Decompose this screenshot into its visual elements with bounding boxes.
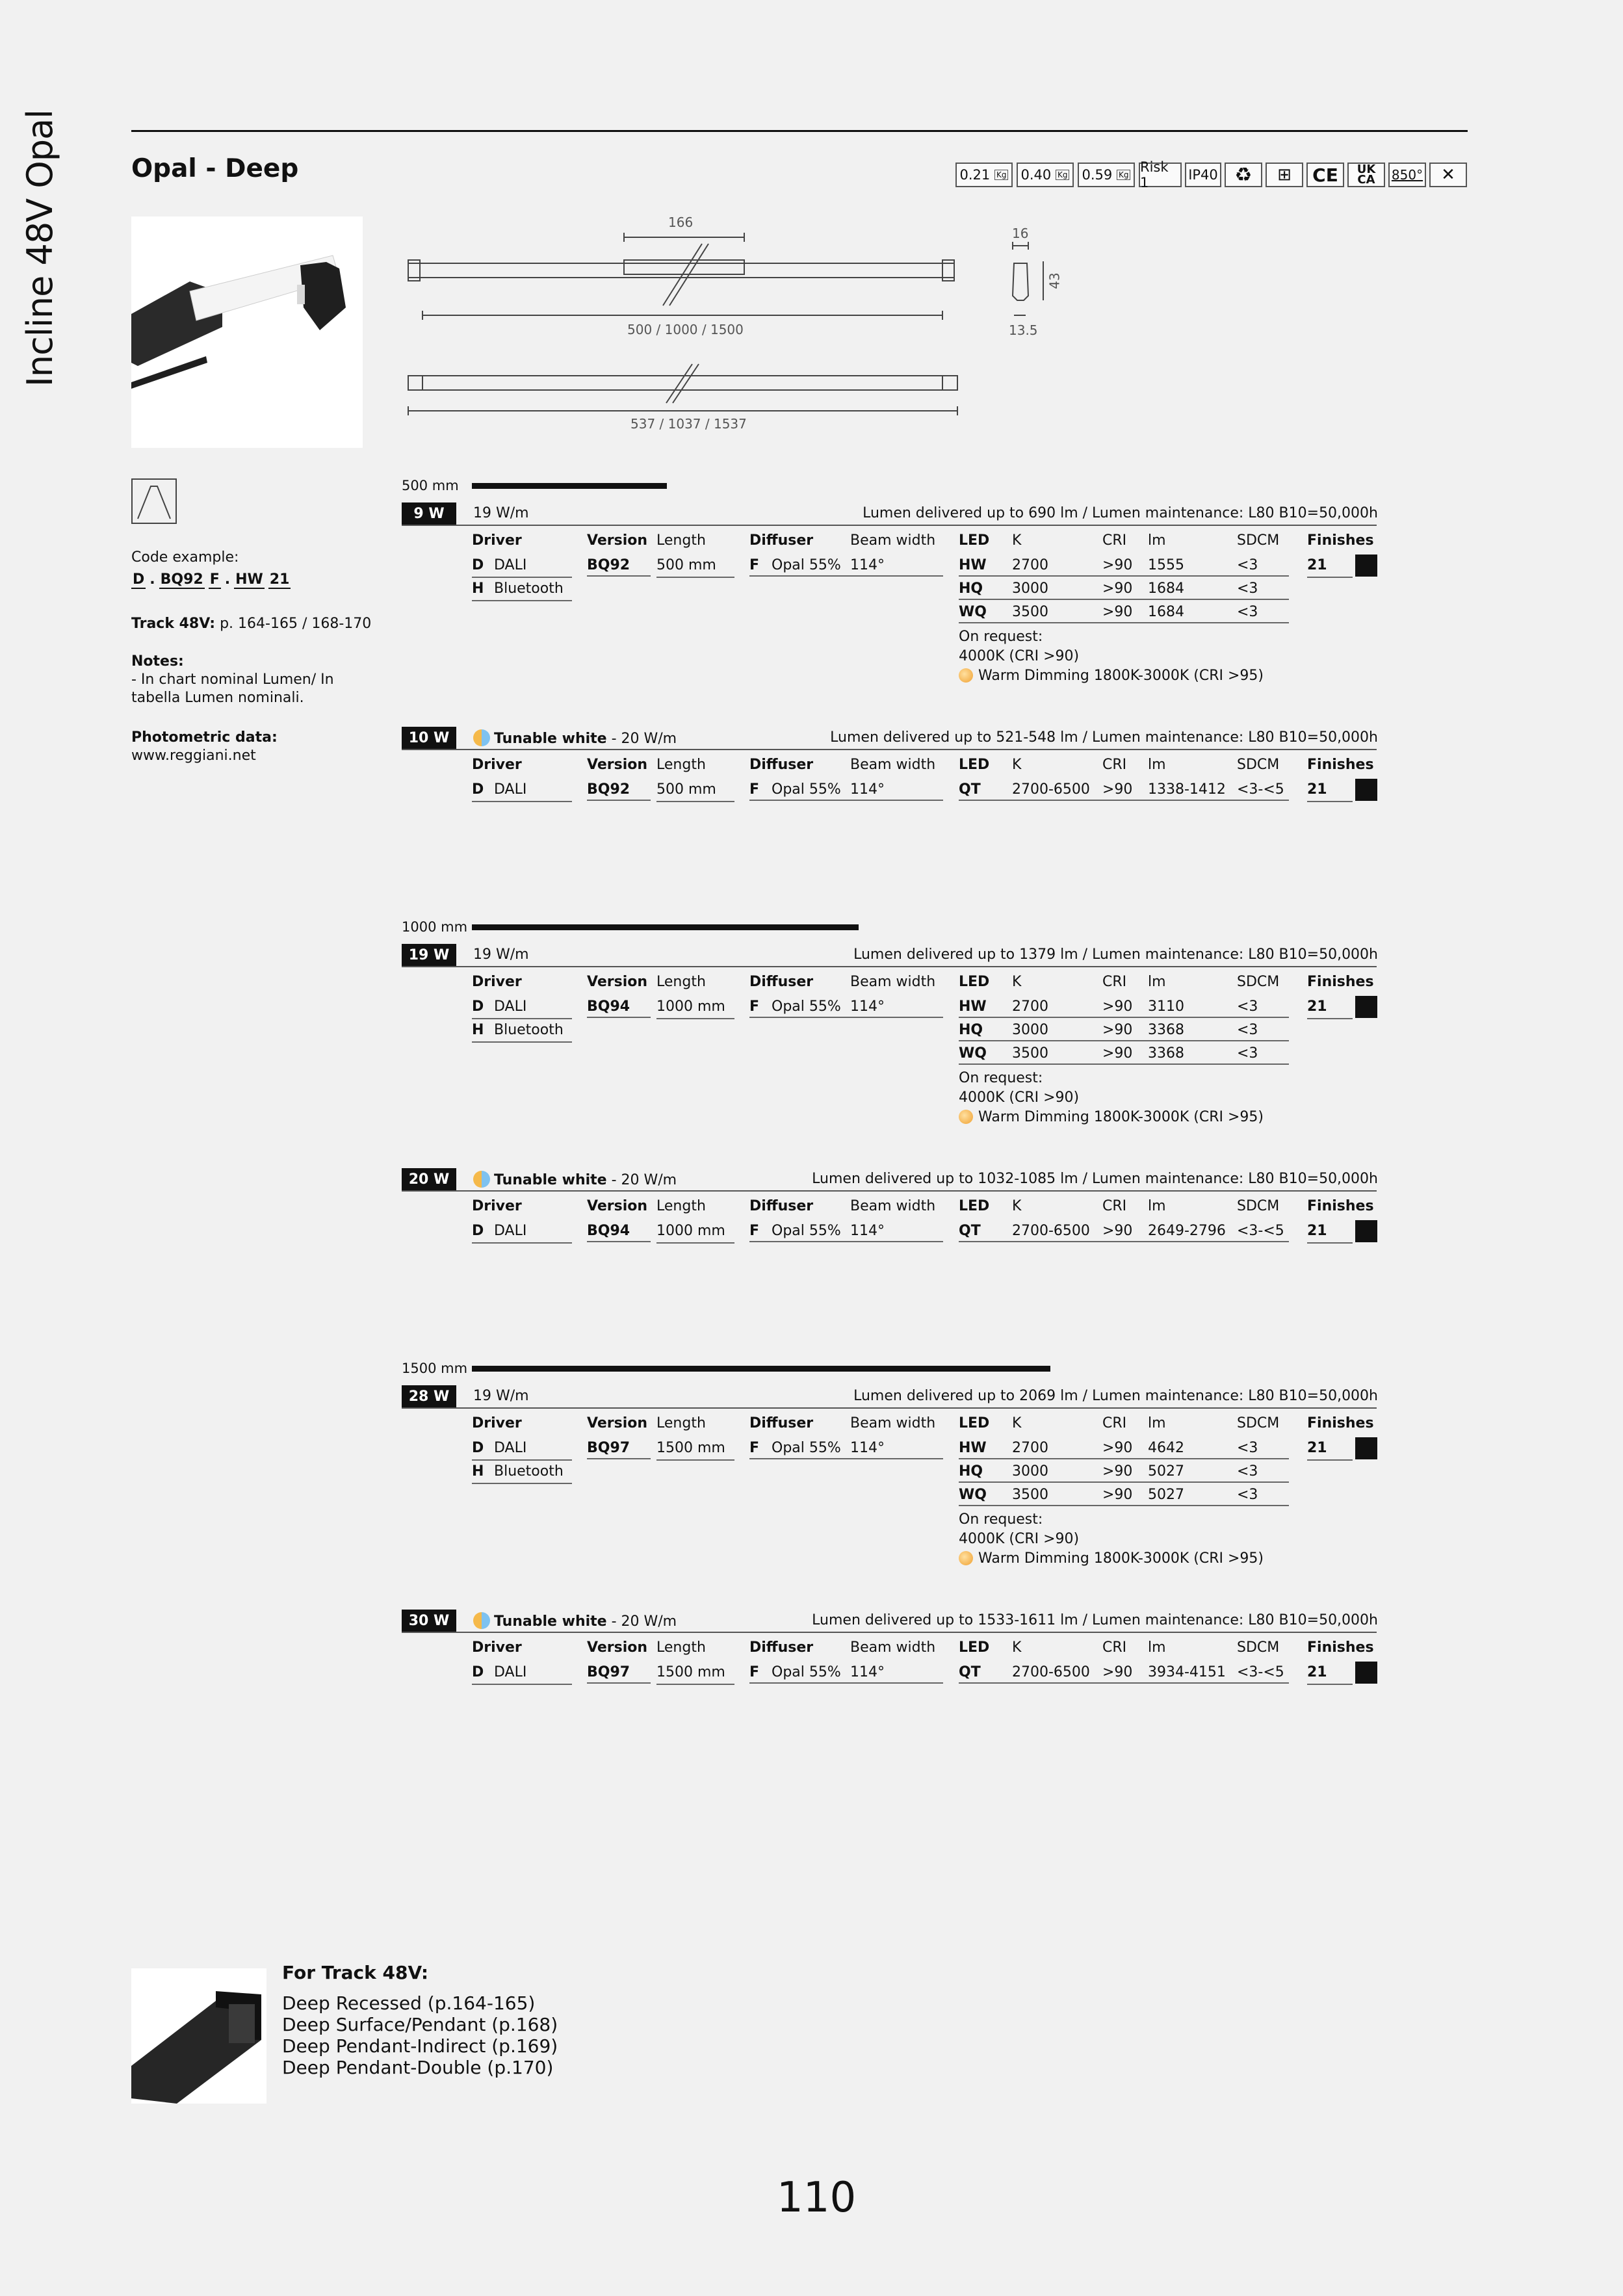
driver-name: DALI: [494, 1664, 527, 1680]
diffuser-rule: [749, 1458, 943, 1459]
notes: Notes: - In chart nominal Lumen/ In tabella Lumen nominali.: [131, 653, 334, 706]
version-rule: [587, 575, 651, 577]
column-header: Beam width: [850, 532, 936, 549]
power-density: [473, 729, 677, 747]
led-row-rule: [959, 622, 1289, 623]
column-header: Finishes: [1307, 1198, 1374, 1214]
lumen-value: 1555: [1148, 557, 1184, 573]
led-row-rule: [959, 1063, 1289, 1065]
sdcm-value: <3-<5: [1237, 1223, 1284, 1239]
finish-code: 21: [1307, 1437, 1353, 1461]
column-header: Beam width: [850, 1415, 936, 1431]
driver-name: DALI: [494, 1223, 527, 1239]
led-code: WQ: [959, 1487, 987, 1503]
power-density: 19 W/m: [473, 505, 529, 521]
column-header: Beam width: [850, 757, 936, 773]
tunable-white-icon: [473, 1612, 490, 1629]
led-row-rule: [959, 1017, 1289, 1018]
driver-name: Bluetooth: [494, 581, 564, 597]
column-header: Length: [656, 1415, 706, 1431]
version-rule: [587, 1458, 651, 1459]
lumen-info: Lumen delivered up to 1533-1611 lm / Lumen maintenance: L80 B10=50,000h: [812, 1612, 1378, 1628]
version-rule: [587, 1017, 651, 1018]
column-header: Finishes: [1307, 1415, 1374, 1431]
technical-drawing: [403, 215, 1066, 449]
beam-width: 114°: [850, 998, 885, 1015]
photometric-data: Photometric data: www.reggiani.net: [131, 729, 278, 764]
column-header: LED: [959, 757, 990, 773]
column-header: lm: [1148, 757, 1166, 773]
version-code: BQ94: [587, 1223, 630, 1239]
cct-value: 3000: [1012, 581, 1048, 597]
cri-value: >90: [1102, 557, 1133, 573]
led-code: HQ: [959, 581, 983, 597]
led-code: QT: [959, 781, 981, 798]
spec-header: [402, 727, 1377, 750]
warm-dimming-icon: [959, 1551, 973, 1565]
finish-code: 21: [1307, 779, 1353, 802]
column-header: Driver: [472, 1198, 522, 1214]
driver-code: H: [472, 1019, 572, 1043]
column-header: K: [1012, 757, 1022, 773]
finish-code: 21: [1307, 1662, 1353, 1685]
beam-width: 114°: [850, 1664, 885, 1680]
led-row-rule: [959, 1682, 1289, 1684]
column-header: Finishes: [1307, 974, 1374, 990]
length-bar: [472, 483, 667, 489]
length-value: 1500 mm: [656, 1437, 734, 1461]
version-code: BQ97: [587, 1664, 630, 1680]
column-header: Version: [587, 1198, 648, 1214]
cct-value: 2700: [1012, 1440, 1048, 1456]
warm-dimming-option: [959, 1549, 1264, 1569]
finish-swatch-black: [1355, 1437, 1377, 1459]
on-request: On request:: [959, 1070, 1043, 1086]
column-header: Version: [587, 532, 648, 549]
dim-width: 16: [1012, 226, 1029, 241]
diffuser-name: Opal 55%: [772, 557, 841, 573]
column-header: Driver: [472, 757, 522, 773]
tunable-white-icon: [473, 729, 490, 746]
column-header: CRI: [1102, 974, 1127, 990]
driver-code: D: [472, 996, 572, 1019]
driver-code: H: [472, 578, 572, 601]
weight-icon: 0.59 Kg: [1078, 163, 1135, 187]
no-dimmer-icon: ✕: [1429, 163, 1467, 187]
diffuser-code: F: [749, 1664, 760, 1680]
cct-value: 3000: [1012, 1463, 1048, 1480]
column-header: Length: [656, 974, 706, 990]
beam-width: 114°: [850, 781, 885, 798]
column-header: Driver: [472, 1639, 522, 1656]
on-request: On request:: [959, 1511, 1043, 1528]
diffuser-rule: [749, 1017, 943, 1018]
code-example-label: Code example:: [131, 549, 239, 566]
version-code: BQ92: [587, 557, 630, 573]
lumen-value: 3934-4151: [1148, 1664, 1226, 1680]
cri-value: >90: [1102, 581, 1133, 597]
column-header: SDCM: [1237, 757, 1280, 773]
side-title: Incline 48V Opal: [19, 109, 60, 387]
footer-link[interactable]: Deep Pendant-Double (p.170): [282, 2057, 554, 2078]
length-value: 500 mm: [656, 554, 734, 578]
column-header: K: [1012, 1198, 1022, 1214]
column-header: Length: [656, 532, 706, 549]
version-rule: [587, 1241, 651, 1242]
column-header: lm: [1148, 1198, 1166, 1214]
on-request-option: 4000K (CRI >90): [959, 648, 1080, 664]
on-request: On request:: [959, 629, 1043, 645]
led-code: HW: [959, 1440, 987, 1456]
sdcm-value: <3: [1237, 1463, 1258, 1480]
sdcm-value: <3: [1237, 604, 1258, 620]
sdcm-value: <3: [1237, 1487, 1258, 1503]
lumen-info: Lumen delivered up to 690 lm / Lumen maintenance: L80 B10=50,000h: [863, 505, 1378, 521]
lumen-value: 5027: [1148, 1463, 1184, 1480]
lumen-value: 1684: [1148, 581, 1184, 597]
column-header: Finishes: [1307, 1639, 1374, 1656]
warm-dimming-label: Warm Dimming 1800K-3000K (CRI >95): [978, 1109, 1264, 1125]
warm-dimming-label: Warm Dimming 1800K-3000K (CRI >95): [978, 1550, 1264, 1567]
dim-length: 500 / 1000 / 1500: [627, 322, 744, 337]
column-header: K: [1012, 974, 1022, 990]
tunable-label: Tunable white: [494, 731, 607, 747]
length-bar: [472, 924, 859, 930]
column-header: SDCM: [1237, 532, 1280, 549]
column-header: lm: [1148, 1639, 1166, 1656]
column-header: K: [1012, 1639, 1022, 1656]
led-code: HW: [959, 557, 987, 573]
column-header: Beam width: [850, 974, 936, 990]
length-value: 500 mm: [656, 779, 734, 802]
column-header: lm: [1148, 532, 1166, 549]
column-header: Version: [587, 1415, 648, 1431]
weight-icon: 0.21 Kg: [955, 163, 1013, 187]
driver-name: DALI: [494, 557, 527, 573]
class-icon: ⊞: [1266, 163, 1303, 187]
page-number: 110: [777, 2174, 857, 2222]
sdcm-value: <3: [1237, 557, 1258, 573]
led-code: QT: [959, 1223, 981, 1239]
lumen-value: 2649-2796: [1148, 1223, 1226, 1239]
finish-swatch-black: [1355, 779, 1377, 801]
driver-name: Bluetooth: [494, 1022, 564, 1038]
lumen-info: Lumen delivered up to 2069 lm / Lumen maintenance: L80 B10=50,000h: [853, 1388, 1378, 1404]
sdcm-value: <3: [1237, 998, 1258, 1015]
wattage-badge: 19 W: [402, 944, 456, 966]
lumen-value: 3110: [1148, 998, 1184, 1015]
beam-angle-icon: [131, 478, 177, 524]
spec-header: [402, 1610, 1377, 1633]
track-info: Track 48V: p. 164-165 / 168-170: [131, 616, 372, 632]
driver-code: H: [472, 1461, 572, 1484]
led-row-rule: [959, 1040, 1289, 1041]
version-code: BQ97: [587, 1440, 630, 1456]
wattage-badge: 9 W: [402, 502, 456, 525]
cri-value: >90: [1102, 998, 1133, 1015]
dim-length-total: 537 / 1037 / 1537: [630, 416, 747, 432]
lumen-value: 1338-1412: [1148, 781, 1226, 798]
column-header: Diffuser: [749, 1639, 814, 1656]
version-rule: [587, 1682, 651, 1684]
wattage-badge: 10 W: [402, 727, 456, 749]
version-code: BQ94: [587, 998, 630, 1015]
column-header: Diffuser: [749, 532, 814, 549]
diffuser-code: F: [749, 1440, 760, 1456]
diffuser-code: F: [749, 557, 760, 573]
column-header: Length: [656, 1198, 706, 1214]
led-row-rule: [959, 1481, 1289, 1483]
diffuser-name: Opal 55%: [772, 1223, 841, 1239]
beam-width: 114°: [850, 557, 885, 573]
wattage-badge: 28 W: [402, 1385, 456, 1407]
driver-code: D: [472, 779, 572, 802]
footer-link[interactable]: Deep Surface/Pendant (p.168): [282, 2014, 558, 2035]
spec-header: [402, 1168, 1377, 1192]
column-header: K: [1012, 532, 1022, 549]
length-label: 500 mm: [402, 478, 459, 493]
column-header: K: [1012, 1415, 1022, 1431]
wattage-badge: 20 W: [402, 1168, 456, 1190]
diffuser-code: F: [749, 781, 760, 798]
warm-dimming-icon: [959, 1110, 973, 1124]
footer-title: For Track 48V:: [282, 1962, 429, 1983]
led-code: HW: [959, 998, 987, 1015]
wattage-badge: 30 W: [402, 1610, 456, 1632]
driver-name: Bluetooth: [494, 1463, 564, 1480]
cri-value: >90: [1102, 781, 1133, 798]
column-header: Length: [656, 1639, 706, 1656]
power-density-value: - 20 W/m: [606, 1172, 677, 1188]
lumen-value: 1684: [1148, 604, 1184, 620]
lumen-value: 3368: [1148, 1045, 1184, 1062]
lumen-info: Lumen delivered up to 1379 lm / Lumen maintenance: L80 B10=50,000h: [853, 946, 1378, 963]
diffuser-rule: [749, 800, 943, 801]
column-header: Finishes: [1307, 757, 1374, 773]
column-header: Diffuser: [749, 1415, 814, 1431]
led-row-rule: [959, 1505, 1289, 1506]
column-header: Beam width: [850, 1198, 936, 1214]
length-value: 1000 mm: [656, 996, 734, 1019]
footer-link[interactable]: Deep Recessed (p.164-165): [282, 1992, 536, 2014]
sdcm-value: <3: [1237, 1440, 1258, 1456]
column-header: Version: [587, 1639, 648, 1656]
track-image: [131, 1968, 266, 2104]
cct-value: 2700-6500: [1012, 1664, 1090, 1680]
led-code: WQ: [959, 604, 987, 620]
column-header: SDCM: [1237, 1639, 1280, 1656]
driver-code: D: [472, 1662, 572, 1685]
on-request-option: 4000K (CRI >90): [959, 1089, 1080, 1106]
diffuser-name: Opal 55%: [772, 998, 841, 1015]
column-header: SDCM: [1237, 1415, 1280, 1431]
column-header: Diffuser: [749, 757, 814, 773]
cri-value: >90: [1102, 1045, 1133, 1062]
column-header: CRI: [1102, 532, 1127, 549]
footer-link[interactable]: Deep Pendant-Indirect (p.169): [282, 2035, 558, 2057]
column-header: Length: [656, 757, 706, 773]
column-header: Finishes: [1307, 532, 1374, 549]
warm-dimming-icon: [959, 668, 973, 683]
spec-header: [402, 502, 1377, 526]
spec-header: [402, 1385, 1377, 1409]
driver-name: DALI: [494, 1440, 527, 1456]
diffuser-rule: [749, 575, 943, 577]
power-density-value: - 20 W/m: [606, 731, 677, 747]
finish-swatch-black: [1355, 1220, 1377, 1242]
on-request-option: 4000K (CRI >90): [959, 1531, 1080, 1547]
led-code: QT: [959, 1664, 981, 1680]
cri-value: >90: [1102, 1022, 1133, 1038]
tunable-label: Tunable white: [494, 1172, 607, 1188]
led-row-rule: [959, 800, 1289, 801]
diffuser-code: F: [749, 998, 760, 1015]
lumen-info: Lumen delivered up to 521-548 lm / Lumen maintenance: L80 B10=50,000h: [830, 729, 1378, 746]
cri-value: >90: [1102, 1487, 1133, 1503]
finish-swatch-black: [1355, 1662, 1377, 1684]
sdcm-value: <3: [1237, 1045, 1258, 1062]
power-density: [473, 1171, 677, 1188]
power-density: 19 W/m: [473, 1388, 529, 1404]
led-row-rule: [959, 1458, 1289, 1459]
top-rule: [131, 130, 1468, 132]
diffuser-name: Opal 55%: [772, 1664, 841, 1680]
dim-width-2: 13.5: [1009, 322, 1038, 338]
cct-value: 2700-6500: [1012, 781, 1090, 798]
column-header: LED: [959, 1198, 990, 1214]
length-value: 1500 mm: [656, 1662, 734, 1685]
power-density: [473, 1612, 677, 1630]
column-header: Beam width: [850, 1639, 936, 1656]
column-header: Diffuser: [749, 974, 814, 990]
warm-dimming-option: [959, 1108, 1264, 1127]
beam-width: 114°: [850, 1223, 885, 1239]
column-header: CRI: [1102, 1639, 1127, 1656]
recycle-icon: ♻: [1225, 163, 1262, 187]
cct-value: 3000: [1012, 1022, 1048, 1038]
length-label: 1000 mm: [402, 919, 468, 935]
sdcm-value: <3-<5: [1237, 1664, 1284, 1680]
lumen-value: 4642: [1148, 1440, 1184, 1456]
cct-value: 2700-6500: [1012, 1223, 1090, 1239]
column-header: Version: [587, 757, 648, 773]
product-image: [131, 216, 363, 448]
dim-height: 43: [1046, 272, 1063, 289]
diffuser-name: Opal 55%: [772, 1440, 841, 1456]
cct-value: 3500: [1012, 1045, 1048, 1062]
ce-icon: CE: [1306, 163, 1344, 187]
column-header: SDCM: [1237, 974, 1280, 990]
column-header: Driver: [472, 532, 522, 549]
warm-dimming-option: [959, 666, 1264, 686]
column-header: Driver: [472, 1415, 522, 1431]
weight-icon: 0.40 Kg: [1017, 163, 1074, 187]
led-code: HQ: [959, 1022, 983, 1038]
driver-name: DALI: [494, 998, 527, 1015]
cct-value: 2700: [1012, 998, 1048, 1015]
ukca-icon: UK CA: [1347, 163, 1385, 187]
column-header: Version: [587, 974, 648, 990]
cct-value: 2700: [1012, 557, 1048, 573]
length-value: 1000 mm: [656, 1220, 734, 1244]
spec-header: [402, 944, 1377, 967]
driver-code: D: [472, 1437, 572, 1461]
power-density: 19 W/m: [473, 946, 529, 963]
lumen-value: 5027: [1148, 1487, 1184, 1503]
page-title: Opal - Deep: [131, 154, 299, 183]
led-code: HQ: [959, 1463, 983, 1480]
diffuser-rule: [749, 1241, 943, 1242]
finish-swatch-black: [1355, 554, 1377, 577]
column-header: LED: [959, 532, 990, 549]
finish-code: 21: [1307, 996, 1353, 1019]
finish-code: 21: [1307, 1220, 1353, 1244]
dim-top: 166: [668, 215, 694, 230]
column-header: SDCM: [1237, 1198, 1280, 1214]
column-header: LED: [959, 1639, 990, 1656]
led-code: WQ: [959, 1045, 987, 1062]
driver-name: DALI: [494, 781, 527, 798]
column-header: lm: [1148, 1415, 1166, 1431]
lumen-info: Lumen delivered up to 1032-1085 lm / Lumen maintenance: L80 B10=50,000h: [812, 1171, 1378, 1187]
led-row-rule: [959, 575, 1289, 577]
sdcm-value: <3: [1237, 581, 1258, 597]
cri-value: >90: [1102, 1440, 1133, 1456]
warm-dimming-label: Warm Dimming 1800K-3000K (CRI >95): [978, 668, 1264, 684]
version-rule: [587, 800, 651, 801]
cct-value: 3500: [1012, 604, 1048, 620]
tunable-label: Tunable white: [494, 1613, 607, 1630]
column-header: CRI: [1102, 1415, 1127, 1431]
version-code: BQ92: [587, 781, 630, 798]
column-header: CRI: [1102, 1198, 1127, 1214]
ip-rating-badge: IP40: [1185, 163, 1221, 187]
cri-value: >90: [1102, 1664, 1133, 1680]
led-row-rule: [959, 599, 1289, 600]
diffuser-rule: [749, 1682, 943, 1684]
cct-value: 3500: [1012, 1487, 1048, 1503]
temperature-icon: 850°: [1388, 163, 1426, 187]
column-header: lm: [1148, 974, 1166, 990]
column-header: Driver: [472, 974, 522, 990]
finish-swatch-black: [1355, 996, 1377, 1018]
length-label: 1500 mm: [402, 1361, 468, 1376]
cri-value: >90: [1102, 1463, 1133, 1480]
cri-value: >90: [1102, 604, 1133, 620]
column-header: CRI: [1102, 757, 1127, 773]
power-density-value: - 20 W/m: [606, 1613, 677, 1630]
code-example: D . BQ92 F . HW 21: [133, 571, 290, 588]
sdcm-value: <3-<5: [1237, 781, 1284, 798]
risk-badge: Risk 1: [1139, 163, 1182, 187]
driver-code: D: [472, 554, 572, 578]
column-header: LED: [959, 974, 990, 990]
led-row-rule: [959, 1241, 1289, 1242]
diffuser-name: Opal 55%: [772, 781, 841, 798]
sdcm-value: <3: [1237, 1022, 1258, 1038]
diffuser-code: F: [749, 1223, 760, 1239]
tunable-white-icon: [473, 1171, 490, 1188]
length-bar: [472, 1366, 1050, 1372]
column-header: LED: [959, 1415, 990, 1431]
lumen-value: 3368: [1148, 1022, 1184, 1038]
column-header: Diffuser: [749, 1198, 814, 1214]
beam-width: 114°: [850, 1440, 885, 1456]
cri-value: >90: [1102, 1223, 1133, 1239]
finish-code: 21: [1307, 554, 1353, 578]
driver-code: D: [472, 1220, 572, 1244]
